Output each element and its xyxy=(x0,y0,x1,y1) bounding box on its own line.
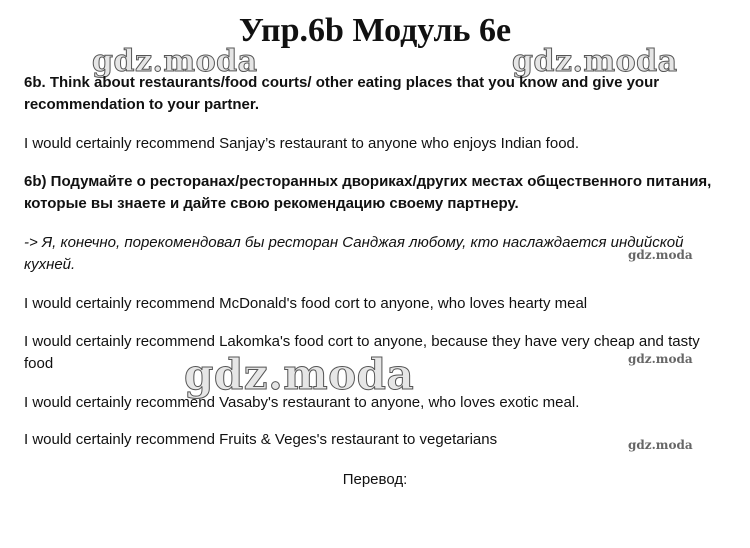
answer-lakomka: I would certainly recommend Lakomka's food cort to anyone, because they have very cheap and tasty food xyxy=(24,333,700,372)
answer-vasaby: I would certainly recommend Vasaby's restaurant to anyone, who loves exotic meal. xyxy=(24,394,580,411)
answer-example: I would certainly recommend Sanjay’s restaurant to anyone who enjoys Indian food. xyxy=(24,135,580,152)
page-title: Упр.6b Модуль 6e xyxy=(238,12,512,49)
watermark-small-2: gdz.moda xyxy=(628,352,693,366)
watermark-top-left: gdz.moda xyxy=(92,44,258,79)
task-russian: 6b) Подумайте о ресторанах/ресторанных двориках/других местах общественного питания, которые вы знаете и дайте свою рекомендацию своему партнеру. xyxy=(24,173,712,212)
answer-mcdonalds: I would certainly recommend McDonald's food cort to anyone, who loves hearty meal xyxy=(24,295,588,312)
task-english: 6b. Think about restaurants/food courts/ other eating places that you know and give your recommendation to your partner. xyxy=(24,74,660,113)
watermark-small-3: gdz.moda xyxy=(628,438,693,452)
answer-fruits-veges: I would certainly recommend Fruits & Veges's restaurant to vegetarians xyxy=(24,431,498,448)
translation-russian: -> Я, конечно, порекомендовал бы ресторан Санджая любому, кто наслаждается индийской кухней. xyxy=(24,234,684,273)
watermark-top-right: gdz.moda xyxy=(512,44,678,79)
translation-label: Перевод: xyxy=(342,471,408,488)
watermark-center: gdz.moda xyxy=(184,350,415,399)
watermark-small-1: gdz.moda xyxy=(628,248,693,262)
